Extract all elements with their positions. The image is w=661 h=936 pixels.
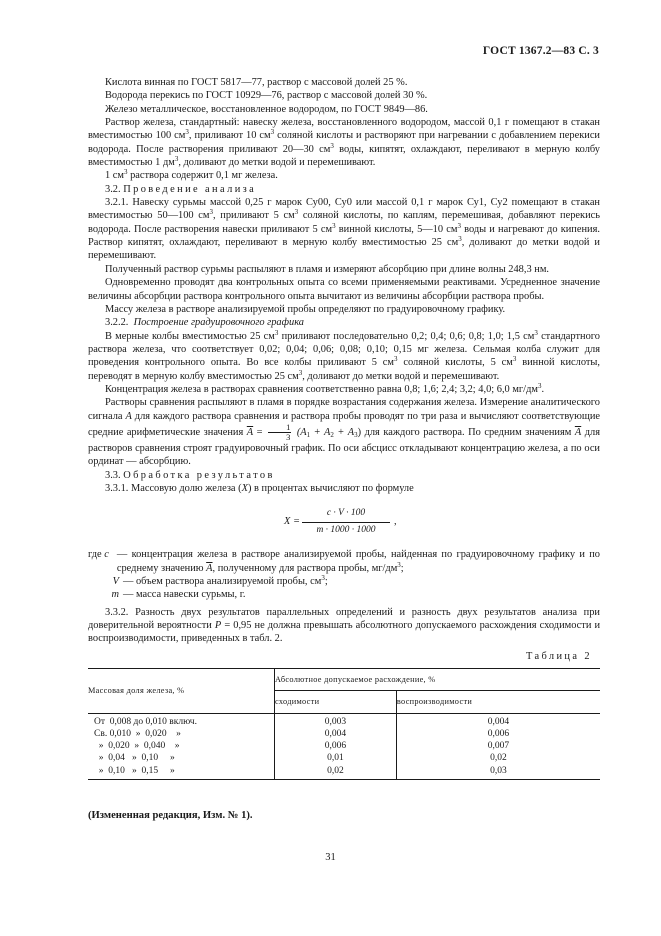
table-row: Св. 0,010 » 0,020 » 0,004 0,006 xyxy=(88,728,600,740)
table-row: » 0,04 » 0,10 » 0,01 0,02 xyxy=(88,752,600,764)
paragraph-iron-metal: Железо металлическое, восстановленное водородом, по ГОСТ 9849—86. xyxy=(105,103,428,115)
header-convergence: сходимости xyxy=(275,691,397,713)
paragraph-mass-determination: Массу железа в растворе анализируемой пробы определяют по градуировочному графику. xyxy=(105,303,506,315)
formula-denominator: m · 1000 · 1000 xyxy=(316,524,376,535)
section-heading-3-2-2: 3.2.2. Построение градуировочного графика xyxy=(105,317,304,329)
paragraph-3-2-1: 3.2.1. Навеску сурьмы массой 0,25 г марок Су00, Су0 или массой 0,1 г марок Су1, Су2 помещают в стакан вместимостью 50—100 $см^3$, приливают 5 $см^3$ соляной кислоты, по каплям, перемешивая, добавляют перекись водорода. После растворения навески приливают 5 $см^3$ винной кислоты, 5—10 $см^3$ воды и нагревают до кипения. Раствор кипятят, охлаждают, переливают в мерную колбу вместимостью 25 $см^3$, доливают до метки водой и перемешивают. xyxy=(88,197,600,262)
paragraph-concentration: Концентрация железа в растворах сравнения соответственно равна 0,8; 1,6; 2,4; 3,2; 4,0; 6,0 $мг/дм^3$. xyxy=(105,381,545,395)
paragraph-3-3-2: 3.3.2. Разность двух результатов параллельных определений и разность двух результатов анализа при доверительной вероятности P = 0,95 не должна превышать абсолютного допускаемого расхождения сходимости и воспроизводимости, приведенных в табл. 2. xyxy=(88,606,601,645)
legend-c: где c — концентрация железа в растворе анализируемой пробы, найденная по градуировочному графику и по среднему значению $\overline{A}$, полученному для раствора пробы, $мг/дм^3$; xyxy=(88,549,600,574)
table-row: От 0,008 до 0,010 включ. 0,003 0,004 xyxy=(88,713,600,728)
paragraph-absorption: Полученный раствор сурьмы распыляют в пламя и измеряют абсорбцию при длине волны 248,3 нм. xyxy=(105,263,550,275)
table-caption: Таблица 2 xyxy=(525,650,592,662)
legend-v: V — объем раствора анализируемой пробы, $см^3$; xyxy=(112,574,328,587)
formula-legend xyxy=(88,548,600,601)
amendment-note: (Измененная редакция, Изм. № 1). xyxy=(88,810,253,821)
formula-fraction xyxy=(302,507,390,537)
legend-m: m — масса навески сурьмы, г. xyxy=(111,589,246,601)
mass-fraction-formula: X = $\frac{c \cdot V \cdot 100}{m \cdot 1000 \cdot 1000}$ , xyxy=(88,505,600,539)
tolerance-table xyxy=(88,668,600,780)
section-heading-3-2: 3.2. Проведение анализа xyxy=(105,183,257,195)
paragraph-tartaric-acid: Кислота винная по ГОСТ 5817—77, раствор с массовой долей 25 %. xyxy=(105,77,408,88)
header-reproducibility: воспроизводимости xyxy=(396,691,600,713)
formula-lhs: X = xyxy=(284,516,300,528)
paragraph-solution-content: 1 $см^3$ раствора содержит 0,1 мг железа. xyxy=(105,168,278,182)
table-row: » 0,10 » 0,15 » 0,02 0,03 xyxy=(88,765,600,780)
page-number: 31 xyxy=(325,852,336,863)
fraction-one-third: $\frac{1}{3}$ xyxy=(268,423,291,442)
paragraph-calibration: В мерные колбы вместимостью 25 $см^3$ приливают последовательно 0,2; 0,4; 0,6; 0,8; 1,0; 1,5 $см^3$ стандартного раствора железа, что соответствует 0,02; 0,04; 0,06; 0,08; 0,10; 0,15 мг железа. Сельмая колба служит для проведения контрольного опыта. Во все колбы приливают 5 $см^3$ соляной кислоты, 5 $см^3$ винной кислоты, переводят в мерную колбу вместимостью 25 $см^3$, доливают до метки водой и перемешивают. xyxy=(88,328,600,382)
body-text xyxy=(88,76,600,780)
section-heading-3-3: 3.3. Обработка результатов xyxy=(105,469,275,481)
paragraph-hydrogen-peroxide: Водорода перекись по ГОСТ 10929—76, раствор с массовой долей 30 %. xyxy=(105,90,428,102)
paragraph-measurement: Растворы сравнения распыляют в пламя в порядке возрастания содержания железа. Измерение аналитического сигнала A для каждого раствора сравнения и раствора пробы проводят по три раза и вычисляют соответствующие средние арифметические значения $\overline{A}$ = $\frac{1}{3}$ $(A_1 + A_2 + A_3)$ для каждого раствора. По средним значениям $\overline{A}$ для растворов сравнения строят градуировочный график. По оси абсцисс откладывают концентрацию железа, а по оси ординат — абсорбцию. xyxy=(88,397,601,468)
table-row: » 0,020 » 0,040 » 0,006 0,007 xyxy=(88,740,600,752)
paragraph-control-experiment: Одновременно проводят два контрольных опыта со всеми применяемыми реактивами. Усредненное значение величины абсорбции раствора контрольного опыта вычитают из величины абсорбции раствора пробы. xyxy=(88,277,600,302)
header-tolerance-group: Абсолютное допускаемое расхождение, % xyxy=(275,669,601,691)
paragraph-iron-standard: Раствор железа, стандартный: навеску железа, восстановленного водородом, массой 0,1 г помещают в стакан вместимостью 100 $см^3$, приливают 10 $см^3$ соляной кислоты и растворяют при нагревании с добавлением перекиси водорода. После растворения приливают 20—30 $см^3$ воды, кипятят, охлаждают, переливают в мерную колбу вместимостью 1 $дм^3$, доливают до метки водой и перемешивают. xyxy=(88,117,600,169)
header-iron-fraction: Массовая доля железа, % xyxy=(88,669,275,714)
page-header: ГОСТ 1367.2—83 С. 3 xyxy=(482,45,599,57)
paragraph-3-3-1: 3.3.1. Массовую долю железа (X) в процентах вычисляют по формуле xyxy=(105,482,414,494)
formula-numerator: c · V · 100 xyxy=(302,507,390,522)
